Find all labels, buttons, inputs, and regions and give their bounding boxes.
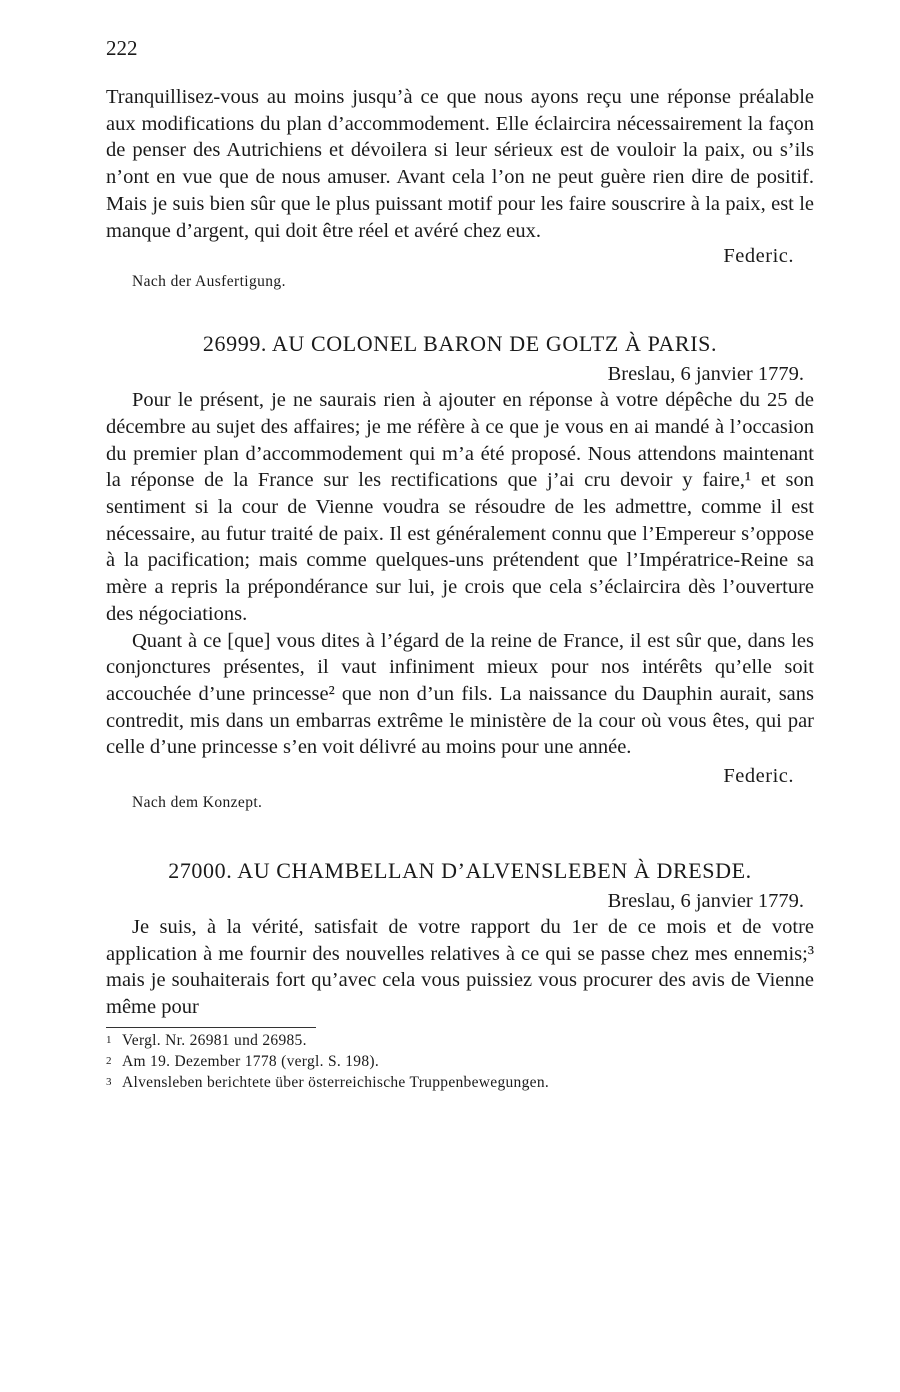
signature: Federic. xyxy=(723,765,794,788)
letter-heading: 27000. AU CHAMBELLAN D’ALVENSLEBEN À DRESDE. xyxy=(168,858,752,884)
footnote-text: Am 19. Dezember 1778 (vergl. S. 198). xyxy=(122,1052,380,1070)
letter-paragraph: Pour le présent, je ne saurais rien à ajouter en réponse à votre dépêche du 25 de décembre au sujet des affaires; je me réfère à ce que je vous en ai mandé à l’occasion du premier plan d’accommodement qui m’a été proposé. Nous attendons maintenant la réponse de la France sur les rectifications que j’ai cru devoir y faire,¹ et son sentiment si la cour de Vienne voudra se résoudre de les admettre, comme il est nécessaire, au futur traité de paix. Il est généralement connu que l’Empereur s’oppose à la pacification; mais comme quelques-uns prétendent que l’Impératrice-Reine sa mère a repris la prépondérance sur lui, je crois que cela s’éclaircira dès l’ouverture des négociations. xyxy=(106,389,814,625)
footnote-mark: 3 xyxy=(106,1075,112,1088)
footnote xyxy=(106,1051,814,1072)
footnote-text: Alvensleben berichtete über österreichische Truppenbewegungen. xyxy=(122,1073,550,1091)
footnote-mark: 1 xyxy=(106,1033,112,1046)
page xyxy=(106,34,814,1093)
signature: Federic. xyxy=(723,245,794,268)
source-note: Nach der Ausfertigung. xyxy=(132,273,286,291)
page-number: 222 xyxy=(106,36,138,60)
dateline: Breslau, 6 janvier 1779. xyxy=(607,890,804,913)
continuation-paragraph: Tranquillisez-vous au moins jusqu’à ce que nous ayons reçu une réponse préalable aux modifications du plan d’accommodement. Elle éclaircira nécessairement la façon de penser des Autrichiens et dévoilera si leur sérieux est de vouloir la paix, ou s’ils n’ont en vue que de nous amuser. Avant cela l’on ne peut guère rien dire de positif. Mais je suis bien sûr que le plus puissant motif pour les faire souscrire à la paix, est le manque d’argent, qui doit être réel et avéré chez eux. xyxy=(106,86,814,242)
footnote xyxy=(106,1030,814,1051)
source-note: Nach dem Konzept. xyxy=(132,794,263,812)
footnote-mark: 2 xyxy=(106,1054,112,1067)
dateline: Breslau, 6 janvier 1779. xyxy=(607,363,804,386)
letter-paragraph: Quant à ce [que] vous dites à l’égard de la reine de France, il est sûr que, dans les conjonctures présentes, il vaut infiniment mieux pour nos intérêts qu’elle soit accouchée d’une princesse² que non d’un fils. La naissance du Dauphin aurait, sans contredit, mis dans un embarras extrême le ministère de la cour où vous êtes, qui par celle d’une princesse s’en voit délivré au moins pour une année. xyxy=(106,629,814,759)
footnote xyxy=(106,1072,814,1093)
footnote-text: Vergl. Nr. 26981 und 26985. xyxy=(122,1031,307,1049)
letter-heading: 26999. AU COLONEL BARON DE GOLTZ À PARIS. xyxy=(202,331,718,357)
letter-paragraph: Je suis, à la vérité, satisfait de votre rapport du 1er de ce mois et de votre application à me fournir des nouvelles relatives à ce qui se passe chez mes ennemis;³ mais je souhaiterais fort qu’avec cela vous puissiez vous procurer des avis de Vienne même pour xyxy=(106,916,814,1019)
footnotes xyxy=(106,1027,814,1093)
